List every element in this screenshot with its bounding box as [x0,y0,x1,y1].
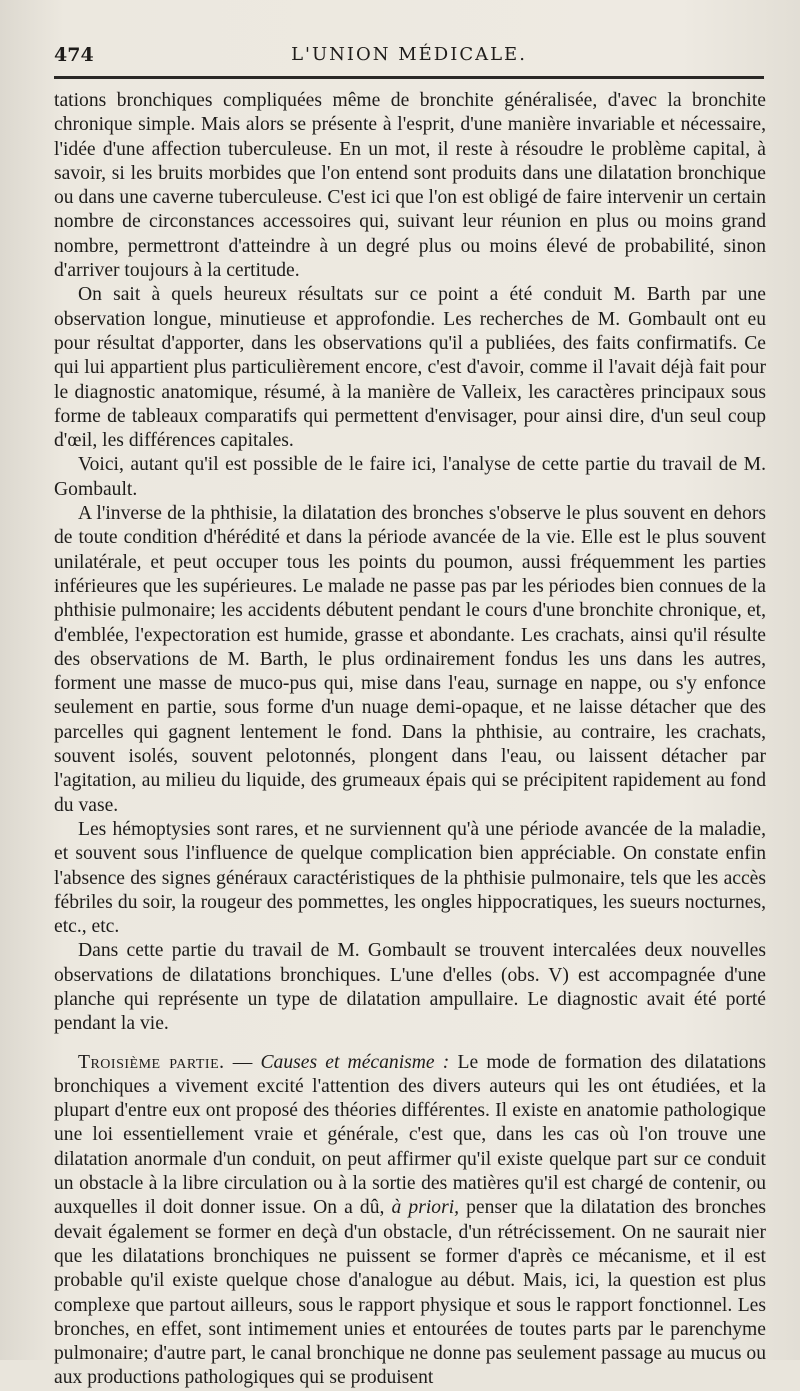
paragraph-6: Dans cette partie du travail de M. Gombault se trouvent intercalées deux nouvelles observations de dilatations bronchiques. L'une d'elles (obs. V) est accompagnée d'une planche qui représente un type de dilatation ampullaire. Le diagnostic avait été porté pendant la vie. [54,940,766,1035]
page-number: 474 [54,44,94,66]
body-text [54,89,766,1391]
paragraph-7 [54,1051,766,1391]
paragraph-3: Voici, autant qu'il est possible de le faire ici, l'analyse de cette partie du travail de M. Gombault. [54,454,766,500]
section-heading: Troisième partie. [78,1051,225,1073]
paragraph-2: On sait à quels heureux résultats sur ce point a été conduit M. Barth par une observation longue, minutieuse et approfondie. Les recherches de M. Gombault ont eu pour résultat d'apporter, dans les observations qu'il a publiées, des faits confirmatifs. Ce qui lui appartient plus particulièrement encore, c'est d'avoir, comme il l'avait déjà fait pour le diagnostic anatomique, résumé, à la manière de Valleix, les caractères principaux sous forme de tableaux comparatifs qui permettent d'envisager, pour ainsi dire, d'un seul coup d'œil, les différences capitales. [54,284,766,452]
paragraph-7-italic: à priori, [391,1197,460,1219]
section-dash: — [224,1051,261,1073]
section-title: Causes et mécanisme : [260,1051,450,1073]
paragraph-4: A l'inverse de la phthisie, la dilatation des bronches s'observe le plus souvent en dehors de toute condition d'hérédité et dans la période avancée de la vie. Elle est le plus souvent unilatérale, et peut occuper tous les points du poumon, aussi fréquemment les parties inférieures que les supérieures. Le malade ne passe pas par les périodes bien connues de la phthisie pulmonaire; les accidents débutent pendant le cours d'une bronchite chronique, et, d'emblée, l'expectoration est humide, grasse et abondante. Les crachats, ainsi qu'il résulte des observations de M. Barth, le plus ordinairement fondus les uns dans les autres, forment une masse de muco-pus qui, mise dans l'eau, surnage en nappe, ou s'y enfonce seulement en partie, sous forme d'un nuage demi-opaque, et ne laisse détacher que des parcelles qui gagnent lentement le fond. Dans la phthisie, au contraire, les crachats, souvent isolés, souvent pelotonnés, plongent dans l'eau, ou laissent détacher par l'agitation, au milieu du liquide, des grumeaux épais qui se précipitent rapidement au fond du vase. [54,503,766,816]
page-header [54,36,764,72]
running-head: L'UNION MÉDICALE. [291,44,527,65]
paragraph-7-part-a: Le mode de formation des dilatations bronchiques a vivement excité l'attention des divers auteurs qui les ont étudiées, et la plupart d'entre eux ont proposé des théories différentes. Il existe en anatomie pathologique une loi essentiellement vraie et générale, c'est que, dans les cas où l'on trouve une dilatation anormale d'un conduit, on peut affirmer qu'il existe quelque part sur ce conduit un obstacle à la libre circulation ou à la sortie des matières qu'il est chargé de contenir, ou auxquelles il doit donner issue. On a dû, [54,1051,767,1219]
paragraph-7-part-b: penser que la dilatation des bronches devait également se former en deçà d'un obstacle, d'un rétrécissement. On ne saurait nier que les dilatations bronchiques ne puissent se former d'après ce mécanisme, et il est probable qu'il existe quelque chose d'analogue au début. Mais, ici, la question est plus complexe que partout ailleurs, sous le rapport physique et sous le rapport fonctionnel. Les bronches, en effet, sont intimement unies et entourées de toutes parts par le parenchyme pulmonaire; d'autre part, le canal bronchique ne donne pas seulement passage au mucus ou aux productions pathologiques qui se produisent [54,1197,767,1389]
header-rule [54,76,764,79]
paragraph-5: Les hémoptysies sont rares, et ne surviennent qu'à une période avancée de la maladie, et souvent sous l'influence de quelque complication bien appréciable. On constate enfin l'absence des signes généraux caractéristiques de la phthisie pulmonaire, tels que les accès fébriles du soir, la rougeur des pommettes, les ongles hippocratiques, les sueurs nocturnes, etc., etc. [54,818,766,938]
paragraph-1: tations bronchiques compliquées même de bronchite généralisée, d'avec la bronchite chronique simple. Mais alors se présente à l'esprit, d'une manière invariable et nécessaire, l'idée d'une affection tuberculeuse. En un mot, il reste à résoudre le problème capital, à savoir, si les bruits morbides que l'on entend sont produits dans une dilatation bronchique ou dans une caverne tuberculeuse. C'est ici que l'on est obligé de faire intervenir un certain nombre de circonstances accessoires qui, suivant leur réunion en plus ou moins grand nombre, permettront d'atteindre à un degré plus ou moins élevé de probabilité, sinon d'arriver toujours à la certitude. [54,90,766,282]
